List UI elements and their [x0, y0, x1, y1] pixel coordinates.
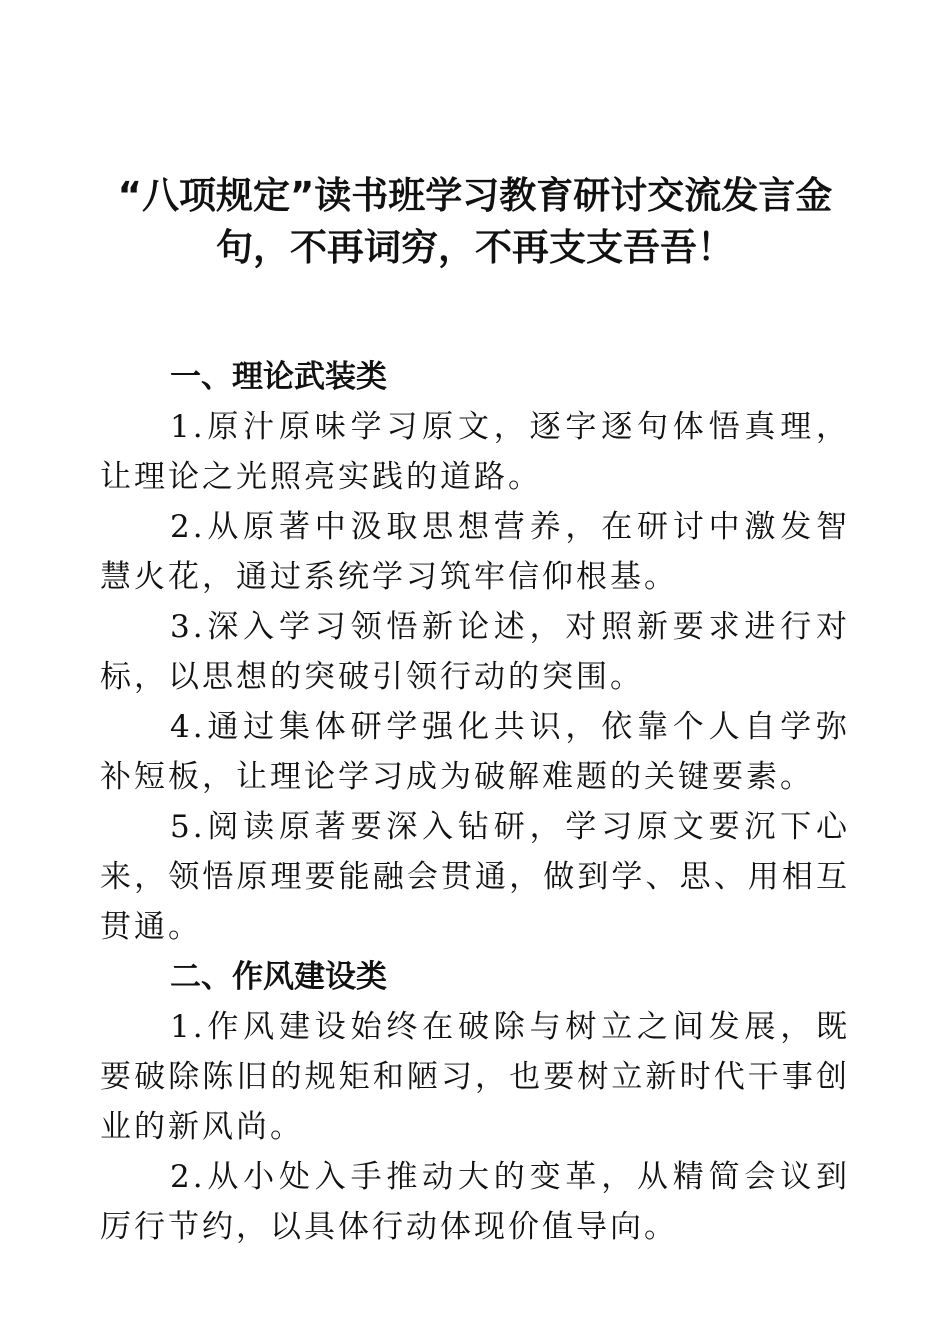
list-item: 5.阅读原著要深入钻研，学习原文要沉下心来，领悟原理要能融会贯通，做到学、思、用相互贯通。 — [100, 809, 850, 945]
list-item: 3.深入学习领悟新论述，对照新要求进行对标，以思想的突破引领行动的突围。 — [100, 609, 850, 695]
list-item: 1.作风建设始终在破除与树立之间发展，既要破除陈旧的规矩和陋习，也要树立新时代干事创业的新风尚。 — [100, 1009, 850, 1145]
section-heading: 二、作风建设类 — [170, 959, 387, 995]
list-item: 1.原汁原味学习原文，逐字逐句体悟真理，让理论之光照亮实践的道路。 — [100, 409, 850, 495]
list-item: 4.通过集体研学强化共识，依靠个人自学弥补短板，让理论学习成为破解难题的关键要素。 — [100, 709, 850, 795]
document-page — [100, 170, 850, 1252]
list-item: 2.从小处入手推动大的变革，从精简会议到厉行节约，以具体行动体现价值导向。 — [100, 1159, 850, 1245]
section-theory — [100, 352, 850, 952]
document-title: “八项规定”读书班学习教育研讨交流发言金句，不再词穷，不再支支吾吾！ — [117, 174, 833, 269]
section-heading: 一、理论武装类 — [170, 359, 387, 395]
section-style — [100, 952, 850, 1252]
list-item: 2.从原著中汲取思想营养，在研讨中激发智慧火花，通过系统学习筑牢信仰根基。 — [100, 509, 850, 595]
